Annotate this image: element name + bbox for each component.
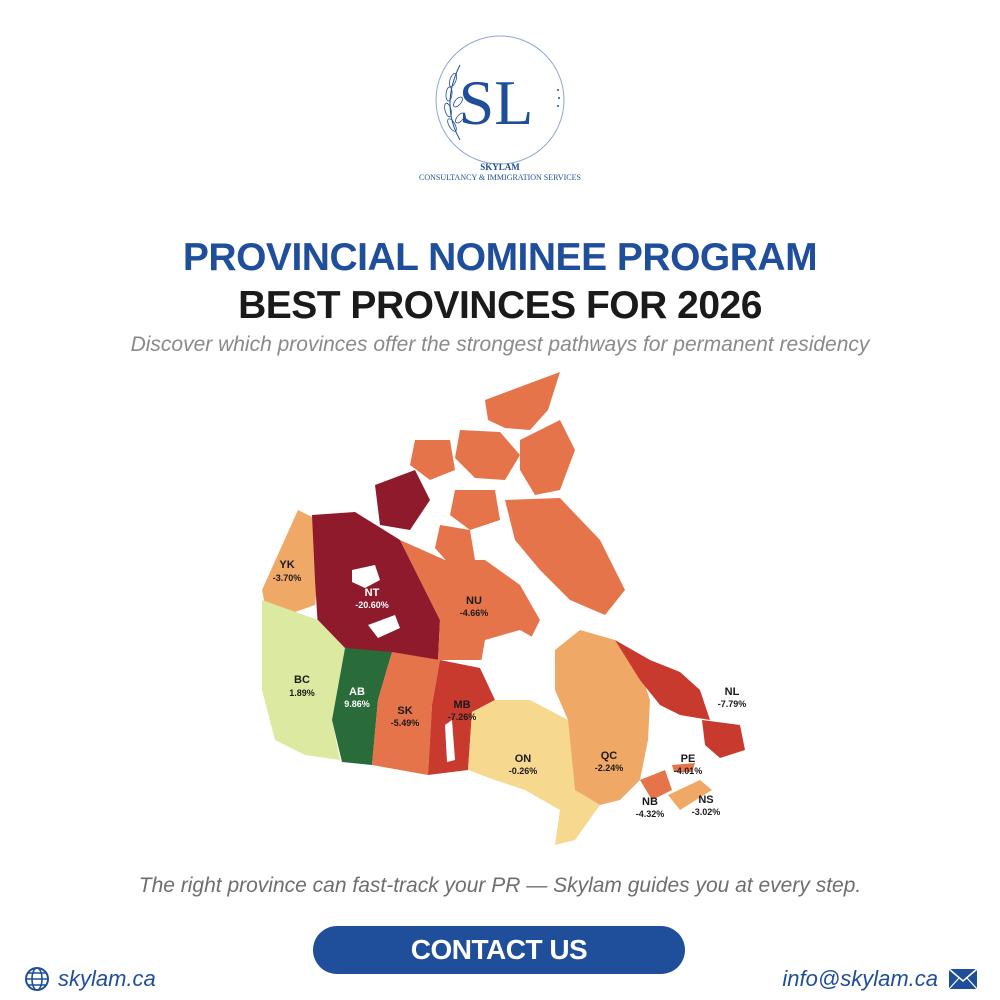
skylam-logo (430, 30, 570, 170)
canada-map (240, 360, 770, 860)
label-ns: NS (698, 794, 714, 806)
label-qc: QC (600, 750, 618, 762)
hudson-bay (480, 630, 555, 700)
footer-tagline: The right province can fast-track your PR — Skylam guides you at every step. (138, 874, 862, 897)
email-link[interactable] (782, 964, 978, 994)
value-bc: 1.89% (289, 688, 315, 698)
label-mb: MB (453, 699, 471, 711)
email-text: info@skylam.ca (782, 966, 938, 991)
value-ns: -3.02% (691, 807, 721, 817)
value-yk: -3.70% (272, 573, 302, 583)
website-link[interactable] (24, 964, 156, 994)
label-yk: YK (279, 559, 295, 571)
label-sk: SK (397, 705, 413, 717)
label-nb: NB (642, 796, 658, 808)
label-bc: BC (294, 674, 310, 686)
label-nl: NL (724, 686, 740, 698)
label-ab: AB (349, 686, 365, 698)
website-text: skylam.ca (58, 966, 156, 991)
arctic-island-nt (375, 470, 430, 530)
province-nl-island (702, 720, 745, 758)
label-on: ON (514, 753, 532, 765)
value-ab: 9.86% (344, 699, 370, 709)
value-on: -0.26% (508, 766, 538, 776)
globe-icon (24, 966, 50, 992)
value-nt: -20.60% (355, 600, 389, 610)
value-sk: -5.49% (390, 718, 420, 728)
label-nt: NT (364, 587, 380, 599)
value-qc: -2.24% (594, 763, 624, 773)
brand-name: SKYLAM (480, 162, 520, 172)
value-nl: -7.79% (717, 699, 747, 709)
headline-subtitle: Discover which provinces offer the strongest pathways for permanent residency (130, 333, 870, 356)
logo-monogram: SL (458, 67, 534, 138)
headline-line1: PROVINCIAL NOMINEE PROGRAM (182, 236, 818, 279)
value-pe: -4.01% (673, 766, 703, 776)
headline-line2: BEST PROVINCES FOR 2026 (238, 284, 762, 327)
label-pe: PE (680, 753, 696, 765)
value-nb: -4.32% (635, 809, 665, 819)
label-nu: NU (466, 595, 482, 607)
value-nu: -4.66% (459, 608, 489, 618)
envelope-icon (948, 968, 978, 990)
brand-tagline: CONSULTANCY & IMMIGRATION SERVICES (419, 173, 581, 182)
value-mb: -7.26% (447, 712, 477, 722)
contact-us-button[interactable]: CONTACT US (313, 926, 685, 974)
